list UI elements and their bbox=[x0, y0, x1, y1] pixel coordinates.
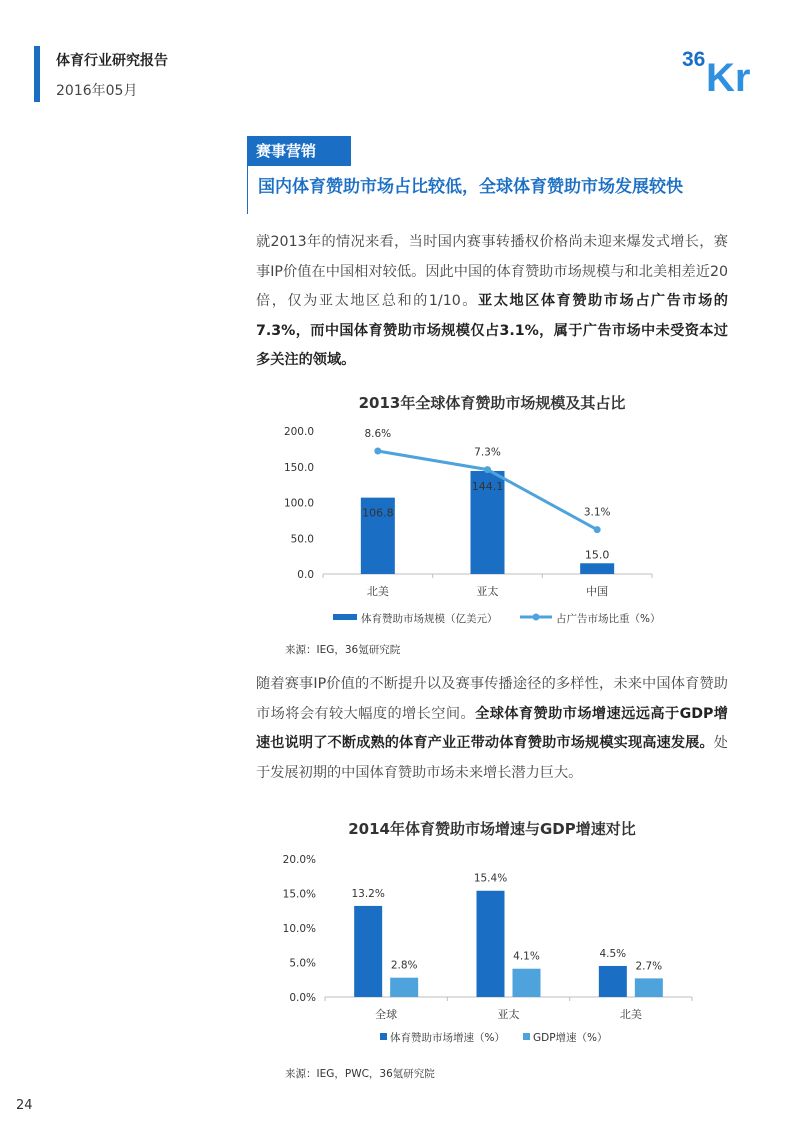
chart-2-legend-label: 体育赞助市场增速（%） bbox=[390, 1032, 505, 1044]
chart-2-legend-swatch bbox=[523, 1033, 530, 1040]
chart-2-bar-label: 4.1% bbox=[513, 950, 540, 963]
chart-2-title: 2014年体育赞助市场增速与GDP增速对比 bbox=[348, 820, 636, 838]
chart-1-ytick-label: 150.0 bbox=[283, 461, 314, 474]
chart-1-line-label: 7.3% bbox=[474, 446, 501, 459]
chart-2-ytick-label: 5.0% bbox=[289, 957, 316, 970]
chart-2-bar bbox=[635, 978, 663, 997]
chart-2-legend-label: GDP增速（%） bbox=[533, 1032, 608, 1044]
chart-2-bar bbox=[513, 969, 541, 997]
report-title: 体育行业研究报告 bbox=[56, 53, 168, 69]
chart-1-title: 2013年全球体育赞助市场规模及其占比 bbox=[358, 394, 626, 412]
chart-2-xtick-label: 亚太 bbox=[497, 1008, 520, 1021]
logo-text-main: Kr bbox=[706, 56, 751, 100]
chart-2-bar-label: 4.5% bbox=[599, 947, 627, 960]
chart-1-ytick-label: 100.0 bbox=[283, 497, 314, 510]
chart-1-xtick-label: 亚太 bbox=[476, 585, 499, 598]
section-tag: 赛事营销 bbox=[247, 136, 351, 166]
chart-1-legend-label: 体育赞助市场规模（亿美元） bbox=[361, 613, 498, 625]
chart-2-xtick-label: 全球 bbox=[375, 1008, 398, 1021]
chart-2-bar bbox=[354, 906, 382, 997]
chart-2-ytick-label: 0.0% bbox=[289, 992, 316, 1004]
paragraph-2-text-b: 处于发展初期的中国体育赞助市场未来增长潜力巨大。 bbox=[256, 735, 728, 781]
page-number: 24 bbox=[16, 1098, 33, 1113]
paragraph-2-text-a: 随着赛事IP价值的不断提升以及赛事传播途径的多样性，未来中国体育赞助市场将会有较大幅度的增长空间。 bbox=[256, 676, 728, 722]
chart-1-xtick-label: 北美 bbox=[366, 585, 389, 598]
chart-2-bar-label: 2.8% bbox=[390, 959, 418, 972]
paragraph-1-emphasis: 亚太地区体育赞助市场占广告市场的7.3%，而中国体育赞助市场规模仅占3.1%，属于广告市场中未受资本过多关注的领域。 bbox=[256, 293, 728, 368]
chart-2-bar-label: 2.7% bbox=[635, 960, 663, 973]
chart-1-ytick-label: 50.0 bbox=[290, 533, 314, 546]
chart-2-bar bbox=[390, 978, 418, 997]
chart-2-bar bbox=[599, 966, 627, 997]
chart-1-legend-label: 占广告市场比重（%） bbox=[556, 613, 661, 625]
chart-1-line-label: 3.1% bbox=[583, 506, 611, 519]
chart-2-source: 来源：IEG，PWC，36氪研究院 bbox=[285, 1068, 435, 1080]
section-headline: 国内体育赞助市场占比较低，全球体育赞助市场发展较快 bbox=[258, 177, 683, 197]
chart-2-bar-label: 13.2% bbox=[351, 887, 385, 900]
report-date: 2016年05月 bbox=[56, 83, 138, 99]
chart-1-source: 来源：IEG，36氪研究院 bbox=[285, 644, 401, 656]
chart-1-bar-label: 15.0 bbox=[584, 548, 610, 562]
chart-2-legend-swatch bbox=[380, 1033, 387, 1040]
chart-1-xtick-label: 中国 bbox=[586, 585, 609, 598]
chart-1-ytick-label: 200.0 bbox=[283, 426, 314, 438]
chart-2-bar bbox=[477, 891, 505, 997]
chart-2-ytick-label: 10.0% bbox=[282, 923, 316, 935]
chart-1-bar-label: 106.8 bbox=[362, 506, 394, 520]
paragraph-1-text: 就2013年的情况来看，当时国内赛事转播权价格尚未迎来爆发式增长，赛事IP价值在中国相对较低。因此中国的体育赞助市场规模与和北美相差近20倍，仅为亚太地区总和的1/10。 bbox=[256, 234, 728, 309]
chart-1-bar-label: 144.1 bbox=[471, 479, 504, 493]
paragraph-2-emphasis: 全球体育赞助市场增速远远高于GDP增速也说明了不断成熟的体育产业正带动体育赞助市场规模实现高速发展。 bbox=[256, 705, 728, 751]
logo-text-top: 36 bbox=[682, 48, 706, 71]
chart-1-ytick-label: 0.0 bbox=[297, 569, 314, 581]
chart-2-xtick-label: 北美 bbox=[619, 1008, 642, 1021]
chart-2-bar-label: 15.4% bbox=[473, 872, 508, 885]
chart-1-line-label: 8.6% bbox=[364, 428, 392, 441]
chart-2-ytick-label: 15.0% bbox=[282, 888, 316, 901]
chart-2-ytick-label: 20.0% bbox=[282, 854, 316, 866]
